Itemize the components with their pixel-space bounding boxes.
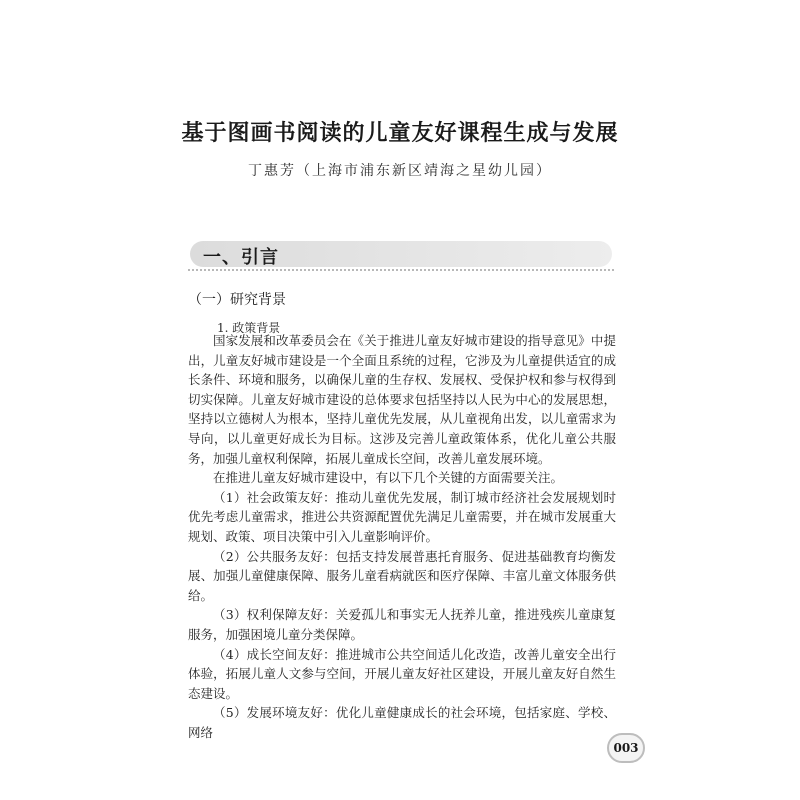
section-heading: 一、引言 [203,247,279,268]
paragraph: 在推进儿童友好城市建设中，有以下几个关键的方面需要关注。 [213,470,564,486]
paragraph: （4）成长空间友好：推进城市公共空间适儿化改造，改善儿童安全出行体验，拓展儿童人文参与空间，开展儿童友好社区建设，开展儿童友好自然生态建设。 [188,646,616,701]
section-divider [188,269,614,271]
body-text [188,331,616,742]
article-title: 基于图画书阅读的儿童友好课程生成与发展 [181,120,619,146]
paragraph: （1）社会政策友好：推动儿童优先发展，制订城市经济社会发展规划时优先考虑儿童需求，推进公共资源配置优先满足儿童需要，并在城市发展重大规划、政策、项目决策中引入儿童影响评价。 [188,489,616,544]
paragraph: （2）公共服务友好：包括支持发展普惠托育服务、促进基础教育均衡发展、加强儿童健康保障、服务儿童看病就医和医疗保障、丰富儿童文体服务供给。 [188,548,616,603]
subsection-heading: （一）研究背景 [188,292,286,308]
paragraph: （5）发展环境友好：优化儿童健康成长的社会环境，包括家庭、学校、网络 [188,705,616,740]
paragraph: 国家发展和改革委员会在《关于推进儿童友好城市建设的指导意见》中提出，儿童友好城市建设是一个全面且系统的过程，它涉及为儿童提供适宜的成长条件、环境和服务，以确保儿童的生存权、发展权、受保护权和参与权得到切实保障。儿童友好城市建设的总体要求包括坚持以人民为中心的发展思想，坚持以立德树人为根本，坚持儿童优先发展，从儿童视角出发，以儿童需求为导向，以儿童更好成长为目标。这涉及完善儿童政策体系，优化儿童公共服务，加强儿童权利保障，拓展儿童成长空间，改善儿童发展环境。 [188,333,616,466]
article-author: 丁惠芳（上海市浦东新区靖海之星幼儿园） [248,163,552,179]
paragraph: （3）权利保障友好：关爱孤儿和事实无人抚养儿童，推进残疾儿童康复服务，加强困境儿童分类保障。 [188,607,616,642]
page-number-badge: 003 [607,733,645,763]
minor-heading: 1. 政策背景 [217,321,281,335]
